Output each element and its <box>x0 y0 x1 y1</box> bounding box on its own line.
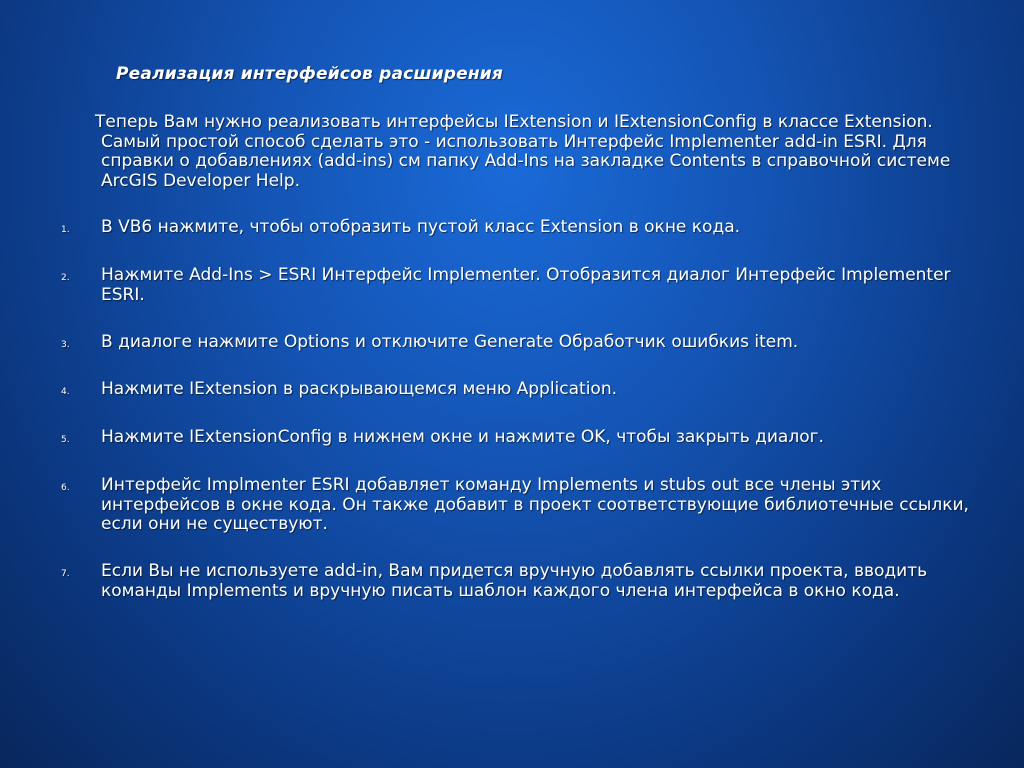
list-item-text: Нажмите IExtension в раскрывающемся меню Application. <box>101 379 618 399</box>
slide-title: Реализация интерфейсов расширения <box>116 64 504 84</box>
list-item-number: 5. <box>61 435 70 445</box>
list-item-number: 1. <box>61 225 70 235</box>
list-item-text: В VB6 нажмите, чтобы отобразить пустой класс Extension в окне кода. <box>101 217 741 237</box>
list-item-number: 2. <box>61 273 70 283</box>
list-item-text: Интерфейс Implmenter ESRI добавляет команду Implements и stubs out все члены этих интерфейсов в окне кода. Он также добавит в проект соответствующие библиотечные ссылки, если они не существуют. <box>101 475 969 534</box>
list-item-number: 4. <box>61 387 70 397</box>
list-item-number: 7. <box>61 569 70 579</box>
list-item-text: В диалоге нажмите Options и отключите Generate Обработчик ошибкиs item. <box>101 332 799 352</box>
list-item-text: Если Вы не используете add-in, Вам придется вручную добавлять ссылки проекта, вводить команды Implements и вручную писать шаблон каждого члена интерфейса в окно кода. <box>101 561 928 601</box>
list-item-number: 6. <box>61 483 70 493</box>
intro-paragraph: Теперь Вам нужно реализовать интерфейсы IExtension и IExtensionConfig в классе Extension. Самый простой способ сделать это - использовать Интерфейс Implementer add-in ESRI. Для справки о добавлениях (add-ins) см папку Add-Ins на закладке Contents в справочной системе ArcGIS Developer Help. <box>95 112 951 191</box>
list-item-text: Нажмите Add-Ins > ESRI Интерфейс Implementer. Отобразится диалог Интерфейс Implementer ESRI. <box>101 265 951 305</box>
list-item-text: Нажмите IExtensionConfig в нижнем окне и нажмите OK, чтобы закрыть диалог. <box>101 427 824 447</box>
list-item-number: 3. <box>61 340 70 350</box>
